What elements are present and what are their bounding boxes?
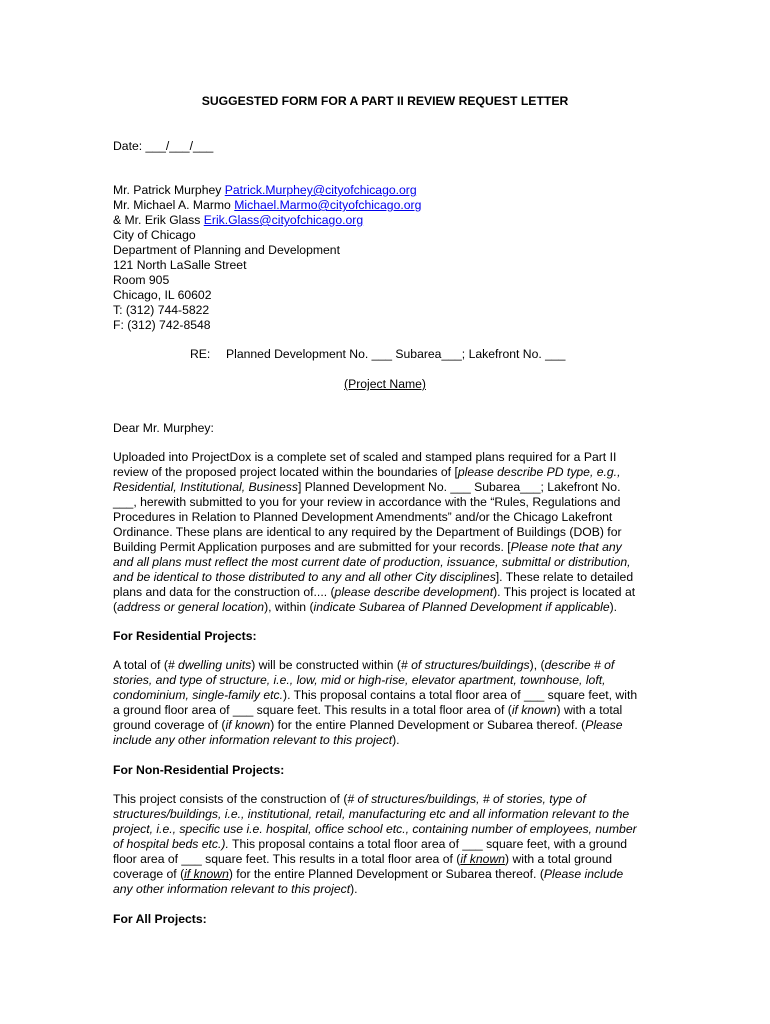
intro-line: plans and data for the construction of.... (please describe development). This project is located at bbox=[113, 585, 636, 599]
recipient-2-name: Mr. Michael A. Marmo bbox=[113, 198, 235, 212]
recipient-2 bbox=[113, 198, 658, 213]
address-block bbox=[113, 183, 658, 333]
nonresidential-line: project, i.e., specific use i.e. hospital, office school etc., containing number of employees, number bbox=[113, 822, 637, 836]
address-fax: F: (312) 742-8548 bbox=[113, 318, 211, 332]
nonresidential-line: This project consists of the construction of (# of structures/buildings, # of stories, type of bbox=[113, 792, 586, 806]
nonresidential-line: any other information relevant to this project). bbox=[113, 882, 358, 896]
nonresidential-line: coverage of (if known) for the entire Planned Development or Subarea thereof. (Please include bbox=[113, 867, 624, 881]
re-line bbox=[190, 347, 565, 362]
re-label: RE: bbox=[190, 347, 211, 361]
recipient-3 bbox=[113, 213, 658, 228]
date-line: Date: ___/___/___ bbox=[113, 139, 214, 153]
recipient-1-name: Mr. Patrick Murphey bbox=[113, 183, 225, 197]
nonresidential-line: floor area of ___ square feet. This results in a total floor area of (if known) with a total ground bbox=[113, 852, 613, 866]
all-projects-heading: For All Projects: bbox=[113, 912, 207, 926]
intro-line: Uploaded into ProjectDox is a complete set of scaled and stamped plans required for a Part II bbox=[113, 450, 617, 464]
address-street: 121 North LaSalle Street bbox=[113, 258, 247, 272]
project-name-line bbox=[0, 377, 770, 392]
recipient-1-email-link[interactable]: Patrick.Murphey@cityofchicago.org bbox=[224, 183, 417, 197]
intro-line: Procedures in Relation to Planned Development Amendments” and/or the Chicago Lakefront bbox=[113, 510, 613, 524]
address-city: City of Chicago bbox=[113, 228, 196, 242]
residential-heading: For Residential Projects: bbox=[113, 629, 257, 643]
residential-line: include any other information relevant to this project). bbox=[113, 733, 400, 747]
intro-line: and be identical to those distributed to any and all other City disciplines]. These relate to detailed bbox=[113, 570, 634, 584]
residential-line: a ground floor area of ___ square feet. This results in a total floor area of (if known) with a total bbox=[113, 703, 623, 717]
intro-paragraph bbox=[113, 450, 658, 615]
recipient-1 bbox=[113, 183, 658, 198]
intro-line: and all plans must reflect the most current date of production, issuance, submittal or distribution, bbox=[113, 555, 631, 569]
recipient-2-email-link[interactable]: Michael.Marmo@cityofchicago.org bbox=[234, 198, 422, 212]
address-city-state-zip: Chicago, IL 60602 bbox=[113, 288, 212, 302]
nonresidential-line: of hospital beds etc.). This proposal contains a total floor area of ___ square feet, with a ground bbox=[113, 837, 628, 851]
residential-line: ground coverage of (if known) for the entire Planned Development or Subarea thereof. (Please bbox=[113, 718, 623, 732]
re-text: Planned Development No. ___ Subarea___; Lakefront No. ___ bbox=[226, 347, 566, 361]
residential-line: condominium, single-family etc.). This proposal contains a total floor area of ___ square feet, with bbox=[113, 688, 638, 702]
address-department: Department of Planning and Development bbox=[113, 243, 340, 257]
intro-line: Building Permit Application purposes and are submitted for your records. [Please note that any bbox=[113, 540, 622, 554]
project-name: (Project Name) bbox=[344, 377, 426, 391]
residential-line: stories, and type of structure, i.e., low, mid or high-rise, elevator apartment, townhouse, loft, bbox=[113, 673, 606, 687]
nonresidential-line: structures/buildings, i.e., institutional, retail, manufacturing etc and all information relevant to the bbox=[113, 807, 630, 821]
intro-line: (address or general location), within (indicate Subarea of Planned Development if applicable). bbox=[113, 600, 618, 614]
recipient-3-name: & Mr. Erik Glass bbox=[113, 213, 204, 227]
recipient-3-email-link[interactable]: Erik.Glass@cityofchicago.org bbox=[203, 213, 364, 227]
intro-line: ___, herewith submitted to you for your review in accordance with the “Rules, Regulations and bbox=[113, 495, 621, 509]
intro-line: Ordinance. These plans are identical to any required by the Department of Buildings (DOB) for bbox=[113, 525, 622, 539]
address-telephone: T: (312) 744-5822 bbox=[113, 303, 210, 317]
residential-paragraph bbox=[113, 658, 658, 748]
salutation: Dear Mr. Murphey: bbox=[113, 421, 214, 435]
nonresidential-heading: For Non-Residential Projects: bbox=[113, 763, 285, 777]
nonresidential-paragraph bbox=[113, 792, 658, 897]
address-room: Room 905 bbox=[113, 273, 170, 287]
residential-line: A total of (# dwelling units) will be constructed within (# of structures/buildings), (describe # of bbox=[113, 658, 615, 672]
page-title: SUGGESTED FORM FOR A PART II REVIEW REQUEST LETTER bbox=[201, 94, 569, 108]
intro-line: Residential, Institutional, Business] Planned Development No. ___ Subarea___; Lakefront No. bbox=[113, 480, 621, 494]
intro-line: review of the proposed project located within the boundaries of [please describe PD type, e.g., bbox=[113, 465, 621, 479]
